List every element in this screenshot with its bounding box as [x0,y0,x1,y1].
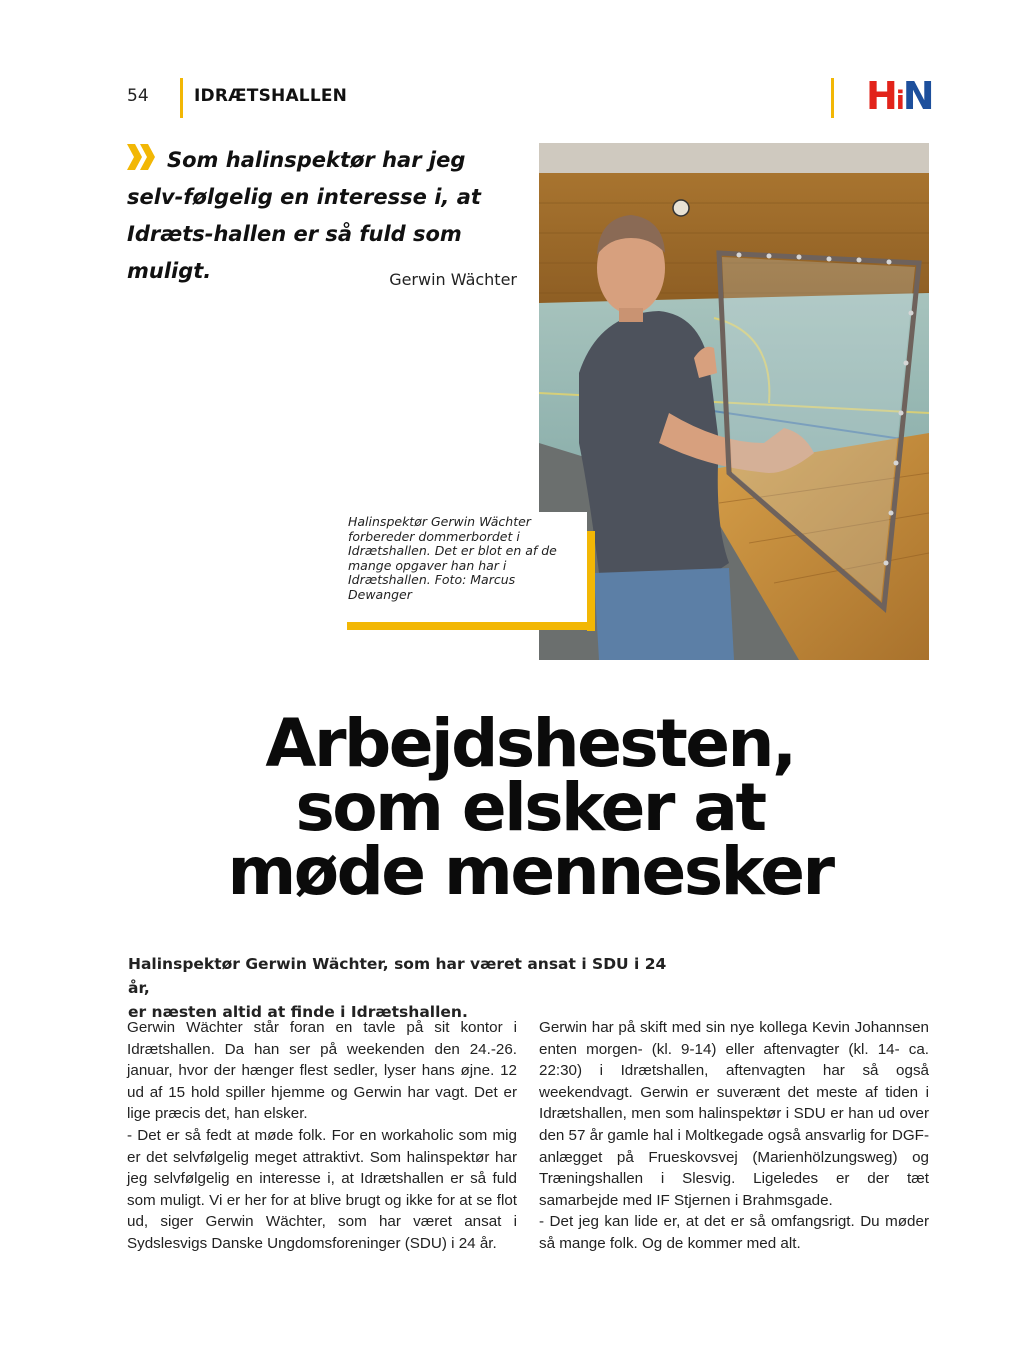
headline-line: Arbejdshesten, [265,705,795,782]
header-divider [180,78,183,118]
article-photo [539,143,929,660]
photo-caption: Halinspektør Gerwin Wächter forbereder dommerbordet i Idrætshallen. Det er blot en af de mange opgaver han har i Idrætshallen. Foto: Marcus Dewanger [348,514,557,602]
body-column-right [539,1017,929,1255]
lead-line: Halinspektør Gerwin Wächter, som har været ansat i SDU i 24 år, [128,955,667,997]
article-lead [128,952,688,1024]
caption-accent-horizontal [347,622,595,630]
page-number: 54 [127,86,149,106]
body-paragraph: - Det jeg kan lide er, at det er så omfangsrigt. Du møder så mange folk. Og de kommer med alt. [539,1213,929,1252]
body-paragraph: Gerwin har på skift med sin nye kollega Kevin Johannsen enten morgen- (kl. 9-14) eller aftenvagter (kl. 14- ca. 22:30) i Idrætshallen, aftenvagten har så også weekendvagt. Gerwin er suverænt det meste af tiden i Idrætshallen, men som halinspektør i SDU er han ud over den 57 år gamle hal i Moltkegade også ansvarlig for DGF-anlægget på Frueskovsvej (Marienhölzungsweg) og Træningshallen i Slesvig. Ligeledes er der tæt samarbejde med IF Stjernen i Brahmsgade. [539,1019,930,1209]
pull-quote: Som halinspektør har jeg selv-følgelig en interesse i, at Idræts-hallen er så fuld som muligt. [127,148,481,283]
headline-line: som elsker at [295,769,765,846]
logo-letter-i: i [895,86,903,116]
body-column-left [127,1017,517,1255]
body-paragraph: Gerwin Wächter står foran en tavle på sit kontor i Idrætshallen. Da han ser på weekenden den 24.-26. januar, hvor der hænger flest sedler, lyser hans øjne. 12 ud af 15 hold spiller hjemme og Gerwin har vagt. Det er lige præcis det, han elsker. [127,1019,517,1123]
publication-logo [866,76,933,121]
pull-quote-author: Gerwin Wächter [389,270,517,289]
logo-divider [831,78,834,118]
logo-letter-n: N [902,74,933,118]
headline-line: møde mennesker [227,833,833,910]
caption-accent-vertical [587,531,595,631]
body-paragraph: - Det er så fedt at møde folk. For en workaholic som mig er det selvfølgelig meget attraktivt. Som halinspektør har jeg selvfølgelig en interesse i, at Idrætshallen er så fuld som muligt. Vi er her for at blive brugt og ikke for at se flot ud, siger Gerwin Wächter, som har været ansat i Sydslesvigs Danske Ungdomsforeninger (SDU) i 24 år. [127,1126,517,1252]
logo-letter-h: H [866,74,896,118]
article-headline [100,705,960,910]
section-title: IDRÆTSHALLEN [194,86,348,106]
lead-line: er næsten altid at finde i Idrætshallen. [128,1003,468,1021]
